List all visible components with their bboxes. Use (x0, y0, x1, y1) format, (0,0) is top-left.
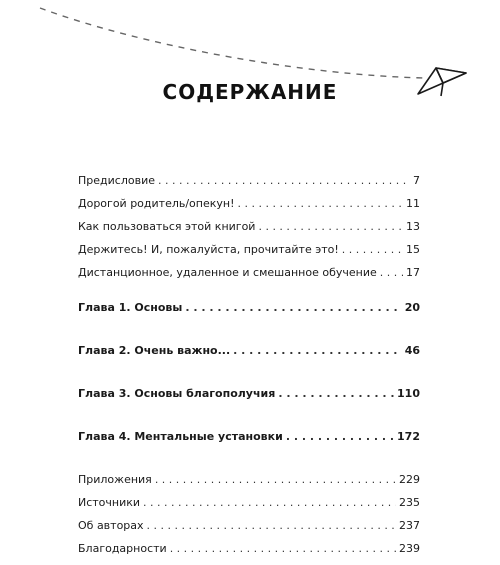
toc-entry-page: 229 (399, 473, 420, 486)
toc-entry-label: Глава 3. Основы благополучия (78, 387, 276, 400)
toc-entry-page: 7 (413, 174, 420, 187)
toc-entry-page: 13 (406, 220, 420, 233)
spacer (78, 414, 420, 430)
toc-chapter-1[interactable] (78, 301, 420, 328)
toc-chapter-2[interactable] (78, 344, 420, 371)
toc-entry-page: 172 (397, 430, 420, 443)
toc-entry-about-authors[interactable] (78, 519, 420, 542)
page-title: СОДЕРЖАНИЕ (162, 80, 338, 104)
toc-entry-page: 110 (397, 387, 420, 400)
dot-leader (143, 496, 396, 509)
dot-leader (380, 266, 403, 279)
toc-entry-how-to-use[interactable] (78, 220, 420, 243)
toc-entry-page: 239 (399, 542, 420, 555)
spacer (78, 289, 420, 301)
spacer (78, 457, 420, 473)
dot-leader (238, 197, 404, 210)
spacer (78, 328, 420, 344)
toc-entry-page: 20 (404, 301, 420, 314)
dot-leader (342, 243, 403, 256)
toc-entry-page: 237 (399, 519, 420, 532)
toc-entry-dear-parent[interactable] (78, 197, 420, 220)
dashed-flight-path (40, 8, 425, 78)
toc-entry-page: 15 (406, 243, 420, 256)
toc-entry-label: Держитесь! И, пожалуйста, прочитайте это! (78, 243, 339, 256)
toc-entry-acknowledgements[interactable] (78, 542, 420, 565)
dot-leader (185, 301, 401, 314)
dot-leader (286, 430, 394, 443)
toc-entry-remote-learning[interactable] (78, 266, 420, 289)
dot-leader (233, 344, 402, 357)
toc-entry-appendices[interactable] (78, 473, 420, 496)
toc-entry-label: Источники (78, 496, 141, 509)
toc-entry-preface[interactable] (78, 174, 420, 197)
spacer (78, 371, 420, 387)
toc-entry-sources[interactable] (78, 496, 420, 519)
toc-chapter-4[interactable] (78, 430, 420, 457)
toc-entry-page: 17 (406, 266, 420, 279)
toc-entry-page: 46 (404, 344, 420, 357)
toc-entry-label: Дистанционное, удаленное и смешанное обучение (78, 266, 377, 279)
toc-entry-label: Глава 2. Очень важно... (78, 344, 231, 357)
toc-entry-label: Глава 4. Ментальные установки (78, 430, 283, 443)
toc-entry-hold-on[interactable] (78, 243, 420, 266)
toc-entry-label: Приложения (78, 473, 152, 486)
table-of-contents (78, 174, 420, 565)
toc-entry-label: Дорогой родитель/опекун! (78, 197, 235, 210)
dot-leader (278, 387, 394, 400)
toc-entry-label: Предисловие (78, 174, 155, 187)
dot-leader (155, 473, 396, 486)
toc-entry-label: Благодарности (78, 542, 167, 555)
toc-entry-page: 11 (406, 197, 420, 210)
dot-leader (170, 542, 396, 555)
dot-leader (158, 174, 410, 187)
toc-entry-label: Как пользоваться этой книгой (78, 220, 256, 233)
dot-leader (258, 220, 403, 233)
toc-chapter-3[interactable] (78, 387, 420, 414)
toc-entry-page: 235 (399, 496, 420, 509)
toc-entry-label: Об авторах (78, 519, 144, 532)
toc-entry-label: Глава 1. Основы (78, 301, 183, 314)
dot-leader (147, 519, 396, 532)
